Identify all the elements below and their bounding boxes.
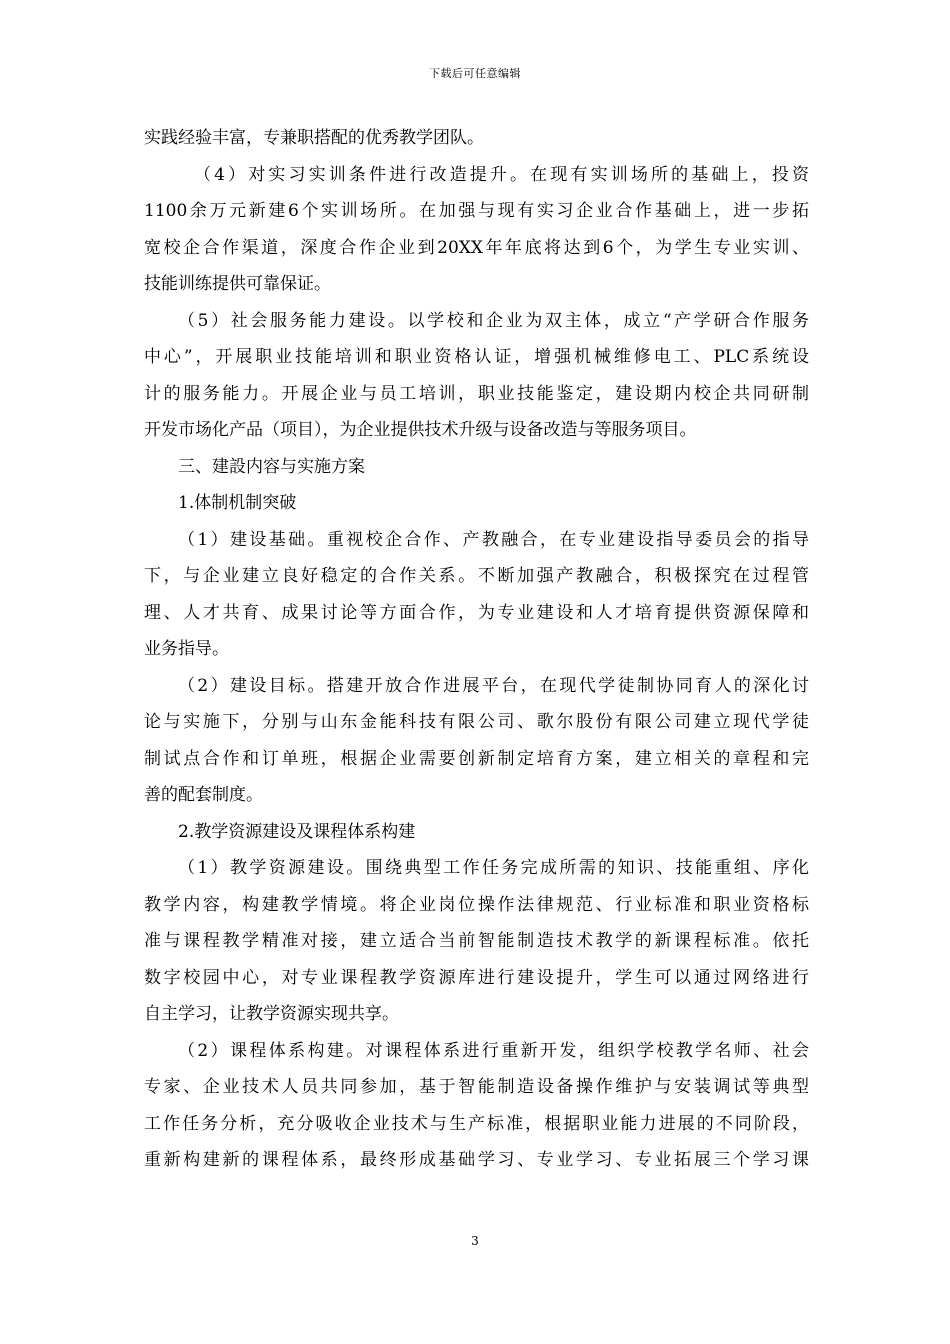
paragraph-line: 教学内容，构建教学情境。将企业岗位操作法律规范、行业标准和职业资格标 <box>144 894 809 915</box>
paragraph-line: （5）社会服务能力建设。以学校和企业为双主体，成立“产学研合作服务 <box>178 310 809 331</box>
document-body <box>144 120 809 1179</box>
paragraph-line: 计的服务能力。开展企业与员工培训，职业技能鉴定，建设期内校企共同研制 <box>144 383 809 404</box>
paragraph-line: （4）对实习实训条件进行改造提升。在现有实训场所的基础上，投资 <box>194 164 809 185</box>
paragraph-line: 下，与企业建立良好稳定的合作关系。不断加强产教融合，积极探究在过程管 <box>144 566 809 586</box>
paragraph-line: （1）建设基础。重视校企合作、产教融合，在专业建设指导委员会的指导 <box>178 529 809 550</box>
page-number: 3 <box>471 1234 479 1248</box>
paragraph-line: 善的配套制度。 <box>144 785 263 805</box>
paragraph-line: （2）课程体系构建。对课程体系进行重新开发，组织学校教学名师、社会 <box>178 1040 809 1061</box>
paragraph-line: 准与课程教学精准对接，建立适合当前智能制造技术教学的新课程标准。依托 <box>144 931 809 951</box>
subsection-heading: 1.体制机制突破 <box>178 493 297 513</box>
paragraph-line: 理、人才共育、成果讨论等方面合作，为专业建设和人才培育提供资源保障和 <box>144 602 809 623</box>
paragraph-line: 中心”，开展职业技能培训和职业资格认证，增强机械维修电工、PLC系统设 <box>144 347 809 367</box>
paragraph-line: 1100余万元新建6个实训场所。在加强与现有实习企业合作基础上，进一步拓 <box>144 201 809 221</box>
paragraph-line: 自主学习，让教学资源实现共享。 <box>144 1004 399 1024</box>
paragraph-line: 技能训练提供可靠保证。 <box>144 274 331 294</box>
subsection-heading: 2.教学资源建设及课程体系构建 <box>178 821 416 842</box>
section-heading: 三、建設内容与实施方案 <box>178 456 365 477</box>
paragraph-line: 论与实施下，分别与山东金能科技有限公司、歌尔股份有限公司建立现代学徒 <box>144 712 809 732</box>
paragraph-line: 数字校园中心，对专业课程教学资源库进行建设提升，学生可以通过网络进行 <box>144 967 809 988</box>
paragraph-line: 实践经验丰富，专兼职搭配的优秀教学团队。 <box>144 128 484 148</box>
paragraph-line: 宽校企合作渠道，深度合作企业到20XX年年底将达到6个，为学生专业实训、 <box>144 237 809 258</box>
paragraph-line: 业务指导。 <box>144 639 229 659</box>
paragraph-line: （1）教学资源建设。围绕典型工作任务完成所需的知识、技能重组、序化 <box>178 858 809 878</box>
paragraph-line: 重新构建新的课程体系，最终形成基础学习、专业学习、专业拓展三个学习课 <box>144 1150 809 1170</box>
paragraph-line: 专家、企业技术人员共同参加，基于智能制造设备操作维护与安装调试等典型 <box>144 1077 809 1097</box>
paragraph-line: 制试点合作和订单班，根据企业需要创新制定培育方案，建立相关的章程和完 <box>144 748 809 769</box>
paragraph-line: （2）建设目标。搭建开放合作进展平台，在现代学徒制协同育人的深化讨 <box>178 675 809 696</box>
paragraph-line: 工作任务分析，充分吸收企业技术与生产标准，根据职业能力进展的不同阶段， <box>144 1113 809 1134</box>
paragraph-line: 开发市场化产品（项目），为企业提供技术升级与设备改造与等服务项目。 <box>144 420 697 440</box>
page-header: 下载后可任意编辑 <box>429 67 521 80</box>
